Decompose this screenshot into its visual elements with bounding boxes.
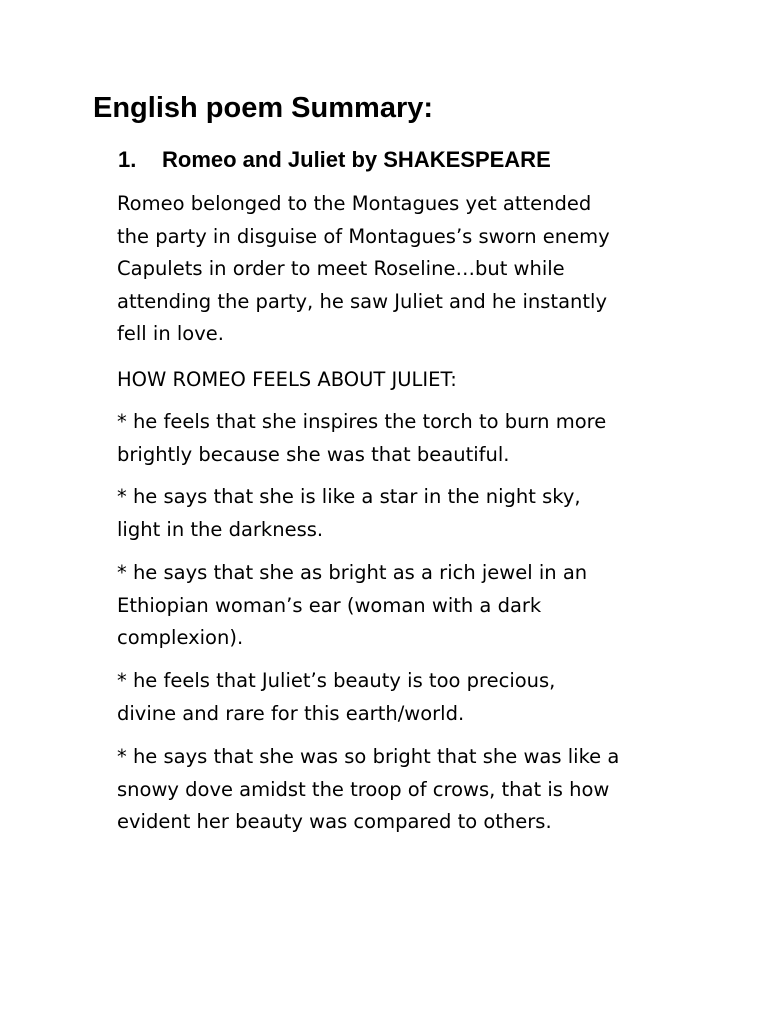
paragraph-line: snowy dove amidst the troop of crows, that is how: [117, 777, 610, 801]
paragraph-line: * he says that she as bright as a rich jewel in an: [117, 561, 588, 584]
intro-paragraph: [117, 188, 697, 351]
document-title: English poem Summary:: [93, 92, 434, 124]
section-heading: [118, 143, 551, 177]
paragraph-line: light in the darkness.: [117, 517, 324, 541]
subheading: [117, 364, 697, 397]
bullet-paragraph: [117, 481, 697, 546]
bullet-paragraph: [117, 665, 697, 730]
subheading-text: HOW ROMEO FEELS ABOUT JULIET:: [117, 368, 457, 391]
section-title: Romeo and Juliet by SHAKESPEARE: [162, 147, 551, 172]
paragraph-line: Ethiopian woman’s ear (woman with a dark: [117, 593, 542, 617]
paragraph-line: Romeo belonged to the Montagues yet attended: [117, 192, 592, 215]
paragraph-line: evident her beauty was compared to others.: [117, 810, 552, 833]
paragraph-line: attending the party, he saw Juliet and he instantly: [117, 289, 607, 313]
paragraph-line: fell in love.: [117, 322, 224, 345]
paragraph-line: * he feels that Juliet’s beauty is too precious,: [117, 669, 556, 692]
paragraph-line: * he says that she was so bright that she was like a: [117, 745, 620, 768]
paragraph-line: the party in disguise of Montagues’s sworn enemy: [117, 224, 610, 248]
bullet-paragraph: [117, 406, 697, 471]
paragraph-line: * he says that she is like a star in the night sky,: [117, 485, 581, 508]
bullet-paragraph: [117, 741, 697, 839]
paragraph-line: Capulets in order to meet Roseline…but while: [117, 257, 565, 280]
paragraph-line: brightly because she was that beautiful.: [117, 442, 510, 466]
paragraph-line: divine and rare for this earth/world.: [117, 701, 465, 725]
paragraph-line: * he feels that she inspires the torch to burn more: [117, 410, 607, 433]
paragraph-line: complexion).: [117, 626, 244, 649]
section-number: 1.: [118, 147, 137, 172]
bullet-paragraph: [117, 557, 697, 655]
